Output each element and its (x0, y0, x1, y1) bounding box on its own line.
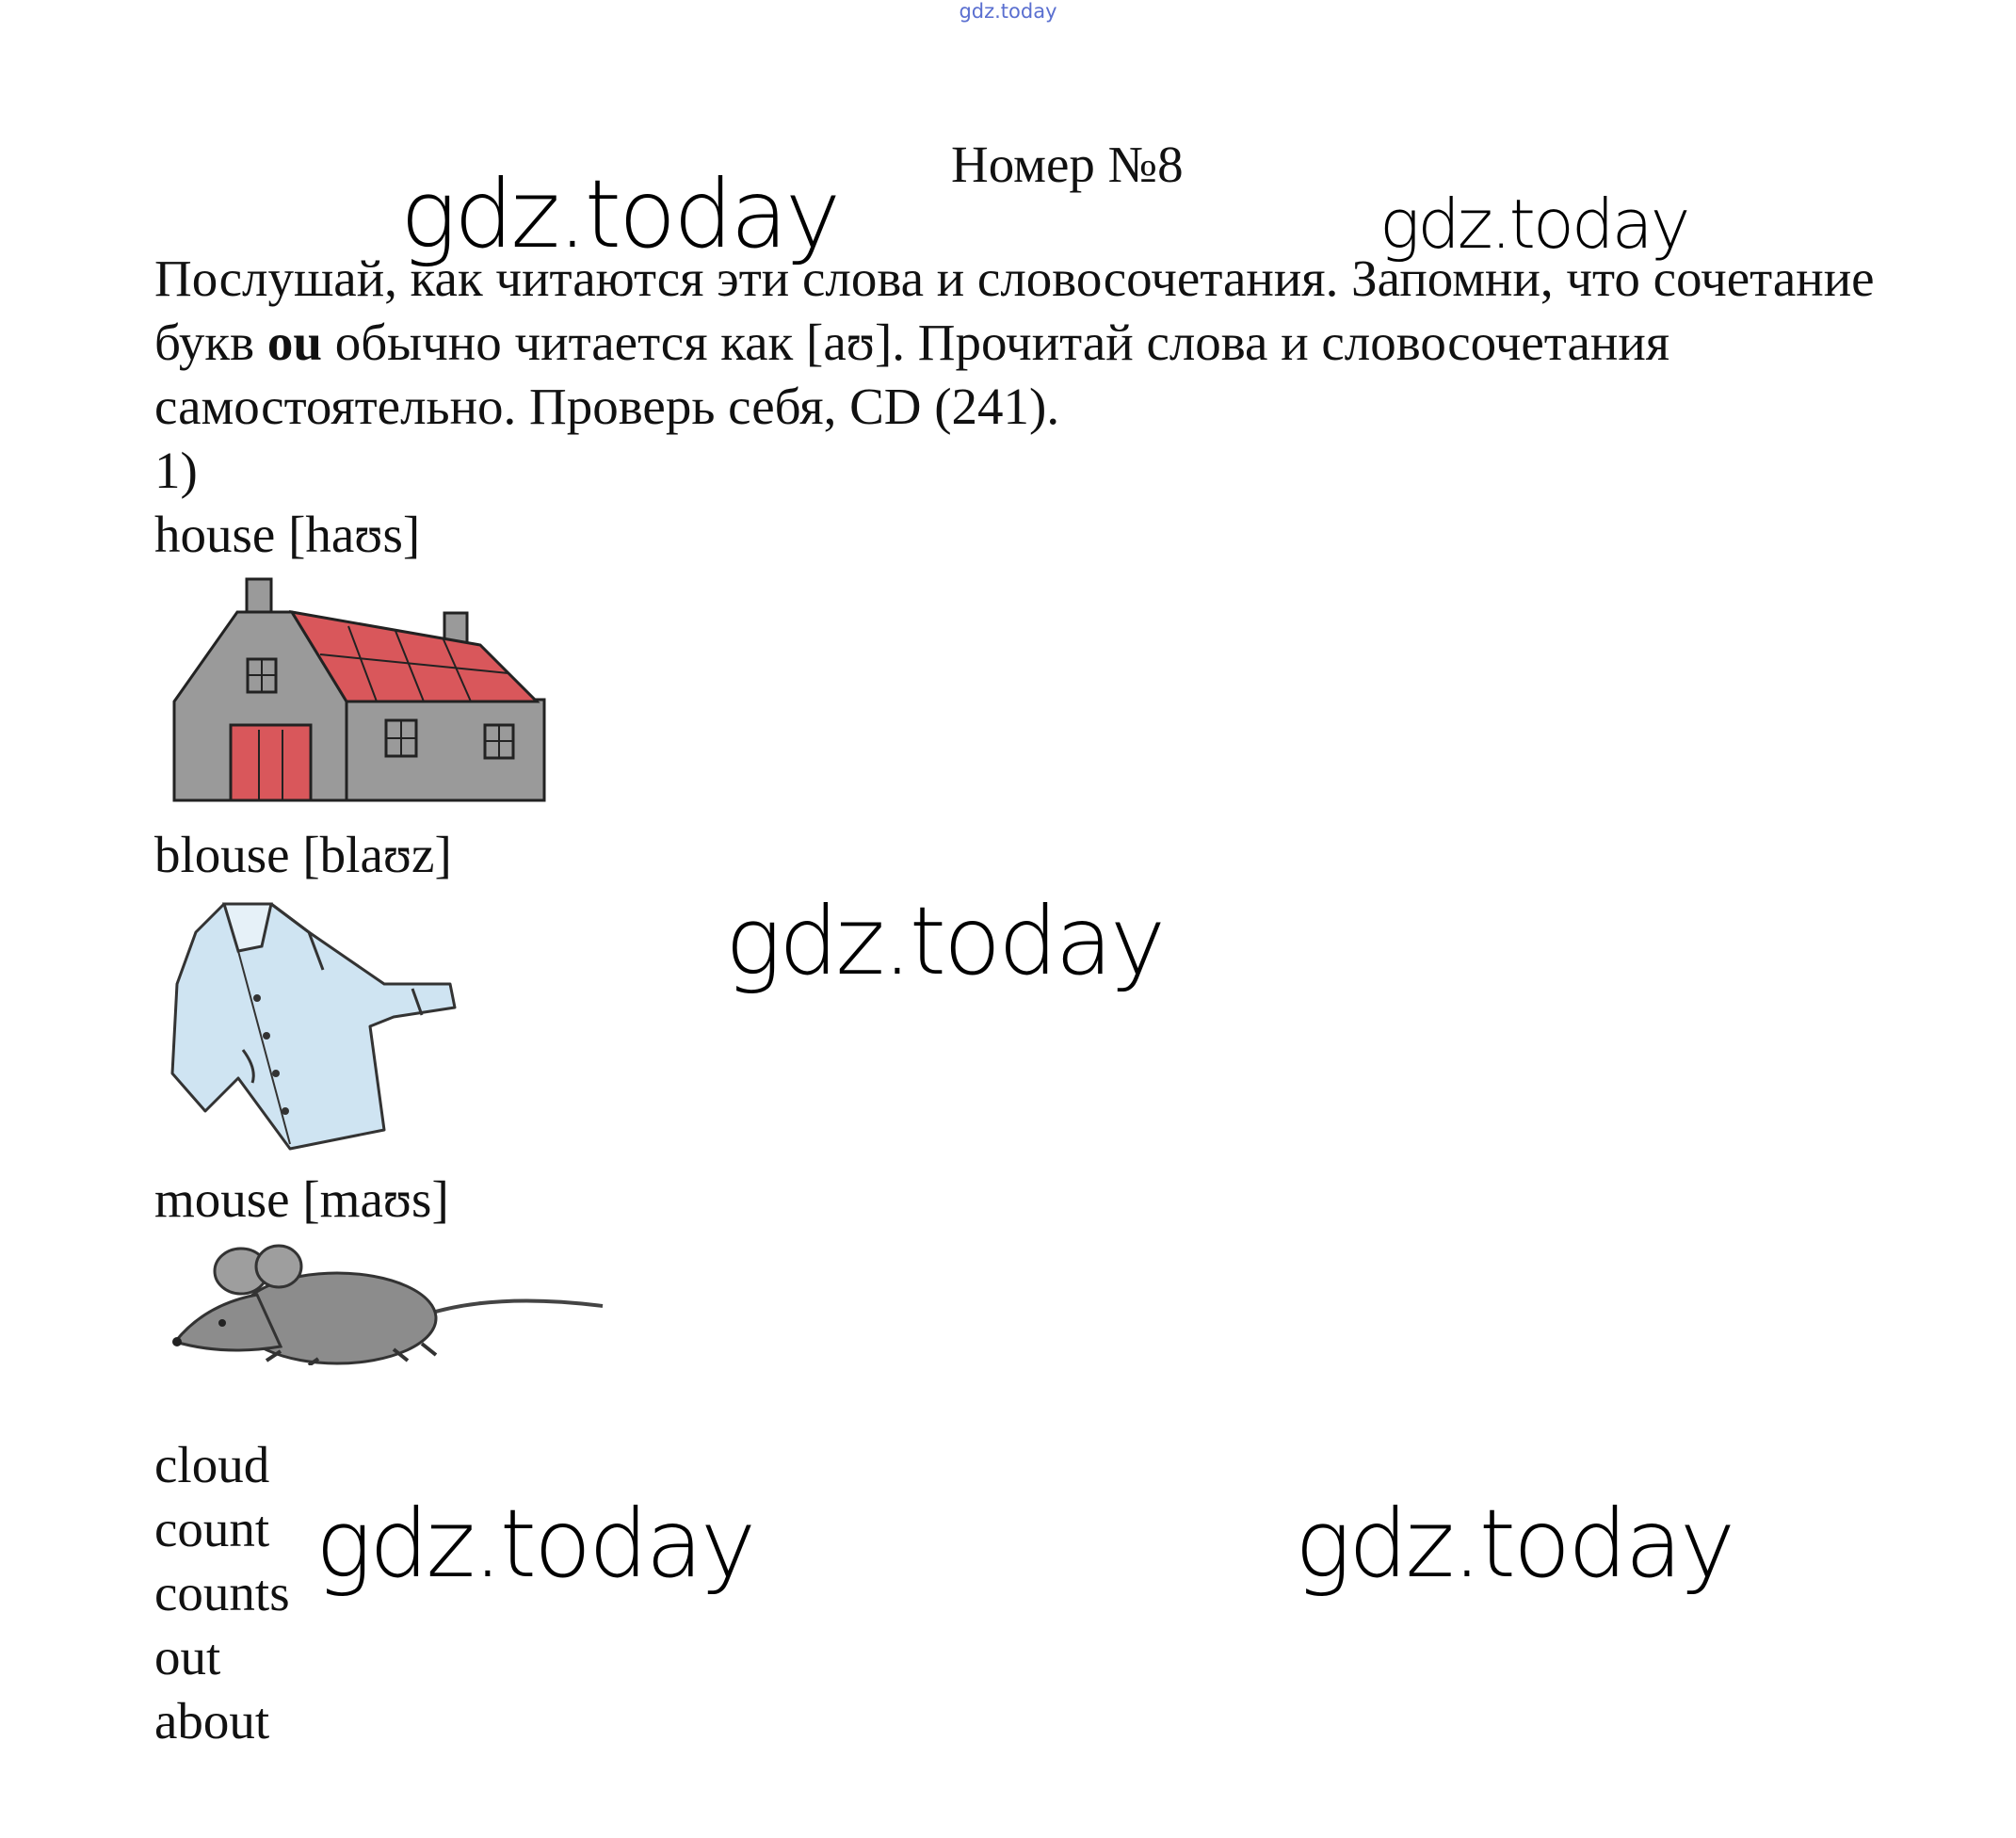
word-house: house [haʊs] (154, 506, 421, 563)
blouse-illustration (168, 895, 478, 1153)
list-item-about: about (154, 1692, 270, 1749)
watermark: gdz.today (400, 159, 839, 269)
list-item-cloud: cloud (154, 1436, 270, 1493)
watermark: gdz.today (1379, 185, 1688, 264)
section-label: 1) (154, 442, 198, 499)
site-header-link[interactable]: gdz.today (959, 0, 1057, 23)
instruction-text (154, 247, 1887, 439)
page-title: Номер №8 (951, 136, 1184, 193)
word-blouse: blouse [blaʊz] (154, 826, 452, 883)
list-item-count: count (154, 1500, 270, 1557)
watermark: gdz.today (725, 886, 1164, 996)
word-mouse: mouse [maʊs] (154, 1170, 449, 1228)
instruction-part: обычно читается как [aʊ]. Прочитай слова и словосочетания самостоятельно. Проверь себя, CD (241). (154, 314, 1670, 435)
list-item-counts: counts (154, 1564, 290, 1621)
house-illustration (169, 570, 551, 810)
mouse-illustration (168, 1238, 610, 1365)
instruction-part: Послушай, как читаются эти слова и словосочетания. Запомни, что сочетание букв (154, 250, 1875, 371)
instruction-bold: ou (266, 314, 322, 371)
watermark: gdz.today (1295, 1489, 1734, 1599)
list-item-out: out (154, 1628, 221, 1685)
watermark: gdz.today (315, 1489, 754, 1599)
